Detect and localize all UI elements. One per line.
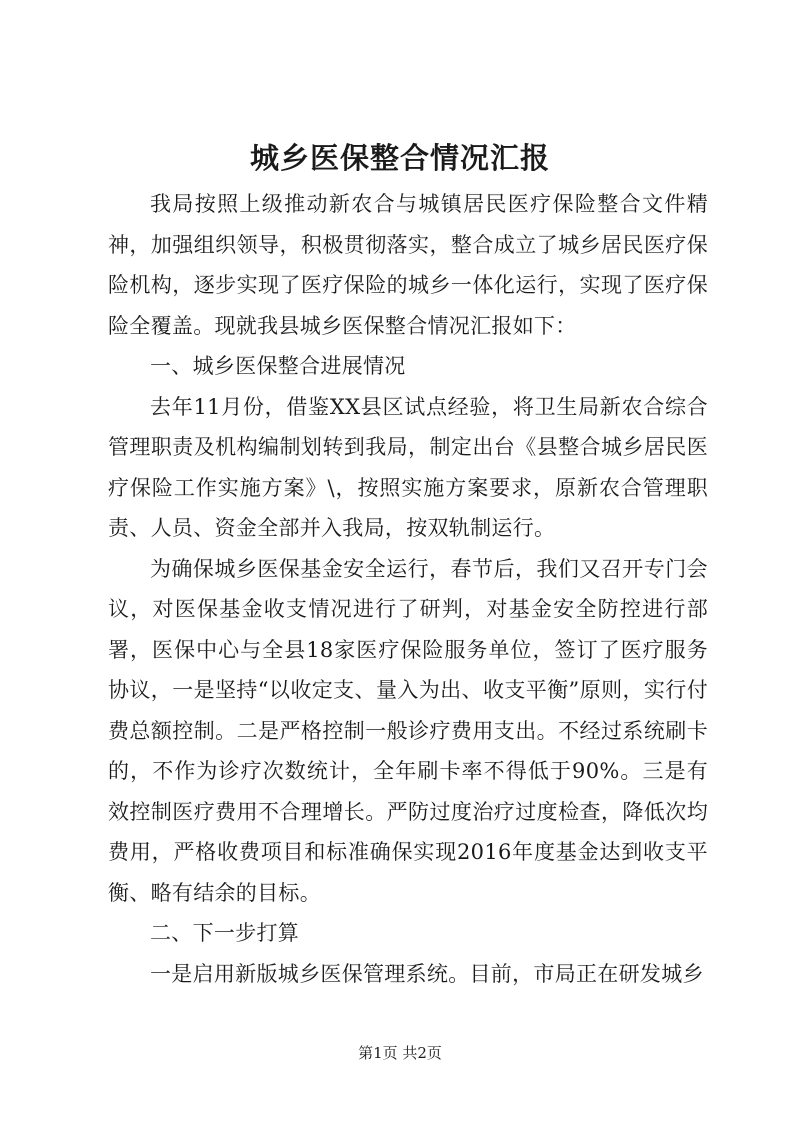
section-heading-progress: 一、城乡医保整合进展情况 [150,354,406,378]
document-title: 城乡医保整合情况汇报 [249,141,550,175]
paragraph-new-system: 一是启用新版城乡医保管理系统。目前，市局正在研发城乡 [150,961,704,986]
section-heading-next-steps: 二、下一步打算 [150,921,300,945]
paragraph-intro: 我局按照上级推动新农合与城镇居民医疗保险整合文件精神，加强组织领导，积极贯彻落实，整合成立了城乡居民医疗保险机构，逐步实现了医疗保险的城乡一体化运行，实现了医疗保险全覆盖。现就我县城乡医保整合情况汇报如下： [108,192,708,338]
document-body [108,184,708,994]
page-number-footer: 第1页 共2页 [358,1044,442,1062]
paragraph-last-year: 去年11月份，借鉴XX县区试点经验，将卫生局新农合综合管理职责及机构编制划转到我局，制定出台《县整合城乡居民医疗保险工作实施方案》\，按照实施方案要求，原新农合管理职责、人员、资金全部并入我局，按双轨制运行。 [108,394,708,540]
paragraph-fund-safety: 为确保城乡医保基金安全运行，春节后，我们又召开专门会议，对医保基金收支情况进行了研判，对基金安全防控进行部署，医保中心与全县18家医疗保险服务单位，签订了医疗服务协议，一是坚持“以收定支、量入为出、收支平衡”原则，实行付费总额控制。二是严格控制一般诊疗费用支出。不经过系统刷卡的，不作为诊疗次数统计，全年刷卡率不得低于90%。三是有效控制医疗费用不合理增长。严防过度治疗过度检查，降低次均费用，严格收费项目和标准确保实现2016年度基金达到收支平衡、略有结余的目标。 [108,556,708,905]
